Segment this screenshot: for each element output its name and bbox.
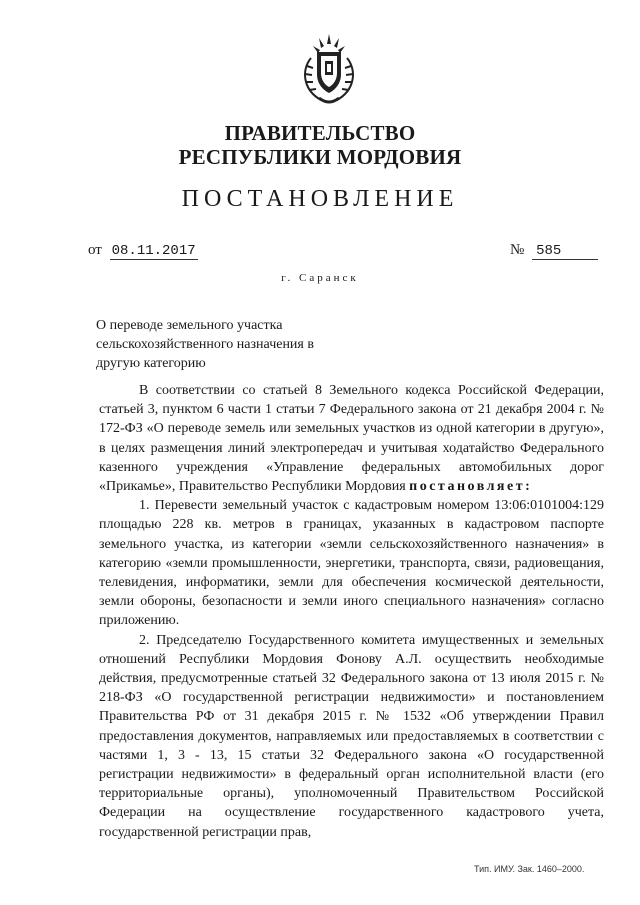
- number-value: 585: [532, 243, 598, 260]
- print-note: Тип. ИМУ. Зак. 1460–2000.: [474, 864, 585, 874]
- paragraph-item-2: 2. Председателю Государственного комитета имущественных и земельных отношений Республики Мордовия Фонову А.Л. осуществить необходимые действия, предусмотренные статьей 32 Федерального закона от 13 июля 2015 г. № 218-ФЗ «О государственной регистрации недвижимости» и постановлением Правительства РФ от 31 декабря 2015 г. № 1532 «Об утверждении Правил предоставления документов, направляемых или предоставляемых в соответствии с частями 1, 3 - 13, 15 статьи 32 Федерального закона «О государственной регистрации недвижимости» в федеральный орган исполнительной власти (его территориальные органы), уполномоченный Правительством Российской Федерации на осуществление государственного кадастрового учета, государственной регистрации прав,: [99, 632, 604, 840]
- resolution-keyword: постановляет:: [409, 479, 533, 495]
- subject-line: О переводе земельного участка: [96, 318, 283, 333]
- subject-line: другую категорию: [96, 356, 206, 371]
- decree-body: [99, 381, 604, 842]
- paragraph-item-1: 1. Перевести земельный участок с кадастровым номером 13:06:0101004:129 площадью 228 кв. метров в границах, указанных в кадастровом паспорте земельного участка, из категории «земли сельскохозяйственного назначения» в категорию «земли промышленности, энергетики, транспорта, связи, радиовещания, телевидения, информатики, земли для обеспечения космической деятельности, земли обороны, безопасности и земли иного специального назначения» согласно приложению.: [99, 498, 604, 629]
- decree-title: ПОСТАНОВЛЕНИЕ: [181, 186, 459, 212]
- decree-number: [510, 242, 598, 260]
- decree-date: [88, 242, 198, 260]
- city: г. Саранск: [281, 272, 359, 284]
- subject-line: сельскохозяйственного назначения в: [96, 337, 314, 352]
- government-title-line2: РЕСПУБЛИКИ МОРДОВИЯ: [178, 145, 462, 169]
- number-prefix: №: [510, 242, 525, 258]
- preamble-text: В соответствии со статьей 8 Земельного кодекса Российской Федерации, статьей 3, пунктом 6 части 1 статьи 7 Федерального закона от 21 декабря 2004 г. № 172-ФЗ «О переводе земель или земельных участков из одной категории в другую», в целях размещения линий электропередач и учитывая ходатайство Федерального казенного учреждения «Управление федеральных автомобильных дорог «Прикамье», Правительство Республики Мордовия: [99, 383, 604, 495]
- coat-of-arms-icon: [297, 28, 361, 108]
- date-prefix: от: [88, 242, 102, 258]
- date-value: 08.11.2017: [111, 243, 196, 259]
- paragraph-preamble: [99, 381, 604, 496]
- government-title-line1: ПРАВИТЕЛЬСТВО: [224, 121, 416, 145]
- decree-subject: [96, 316, 356, 373]
